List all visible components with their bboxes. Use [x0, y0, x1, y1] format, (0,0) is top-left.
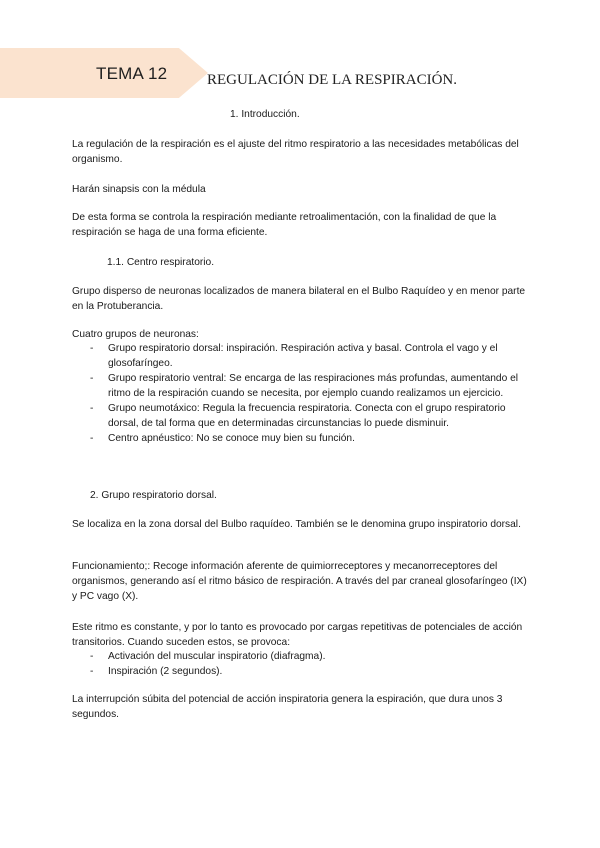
paragraph: Cuatro grupos de neuronas: — [72, 329, 199, 340]
neuron-groups-list — [72, 341, 532, 446]
section-heading-centro-respiratorio: 1.1. Centro respiratorio. — [107, 257, 215, 268]
paragraph: Se localiza en la zona dorsal del Bulbo raquídeo. También se le denomina grupo inspiratorio dorsal. — [72, 519, 521, 530]
page-title: REGULACIÓN DE LA RESPIRACIÓN. — [207, 72, 458, 88]
paragraph: Este ritmo es constante, y por lo tanto es provocado por cargas repetitivas de potenciales de acción transitorios. Cuando suceden estos, se provoca: — [72, 622, 523, 648]
list-item: - Activación del muscular inspiratorio (diafragma). — [72, 649, 532, 664]
paragraph: Grupo disperso de neuronas localizados de manera bilateral en el Bulbo Raquídeo y en menor parte en la Protuberancia. — [72, 286, 526, 312]
paragraph: La interrupción súbita del potencial de acción inspiratoria genera la espiración, que dura unos 3 segundos. — [72, 694, 503, 720]
topic-label: TEMA 12 — [96, 64, 168, 83]
paragraph: Funcionamiento;: Recoge información aferente de quimiorreceptores y mecanorreceptores del organismos, generando así el ritmo básico de respiración. A través del par craneal glosofaríngeo (IX) y PC vago (X). — [72, 561, 527, 602]
list-item: - Grupo respiratorio dorsal: inspiración. Respiración activa y basal. Controla el vago y el glosofaríngeo. — [72, 341, 532, 371]
list-item: - Grupo neumotáxico: Regula la frecuencia respiratoria. Conecta con el grupo respiratorio dorsal, de tal forma que en determinadas circunstancias lo puede disminuir. — [72, 401, 532, 431]
paragraph: La regulación de la respiración es el ajuste del ritmo respiratorio a las necesidades metabólicas del organismo. — [72, 139, 519, 165]
list-item: - Grupo respiratorio ventral: Se encarga de las respiraciones más profundas, aumentando el ritmo de la respiración cuando se necesita, por ejemplo cuando realizamos un ejercicio. — [72, 371, 532, 401]
effects-list — [72, 649, 532, 679]
paragraph: De esta forma se controla la respiración mediante retroalimentación, con la finalidad de que la respiración se haga de una forma eficiente. — [72, 212, 497, 238]
list-item: - Centro apnéustico: No se conoce muy bien su función. — [72, 431, 532, 446]
section-heading-introduccion: 1. Introducción. — [230, 109, 300, 120]
section-heading-grupo-dorsal: 2. Grupo respiratorio dorsal. — [90, 490, 217, 501]
list-item: - Inspiración (2 segundos). — [72, 664, 532, 679]
paragraph: Harán sinapsis con la médula — [72, 184, 206, 195]
